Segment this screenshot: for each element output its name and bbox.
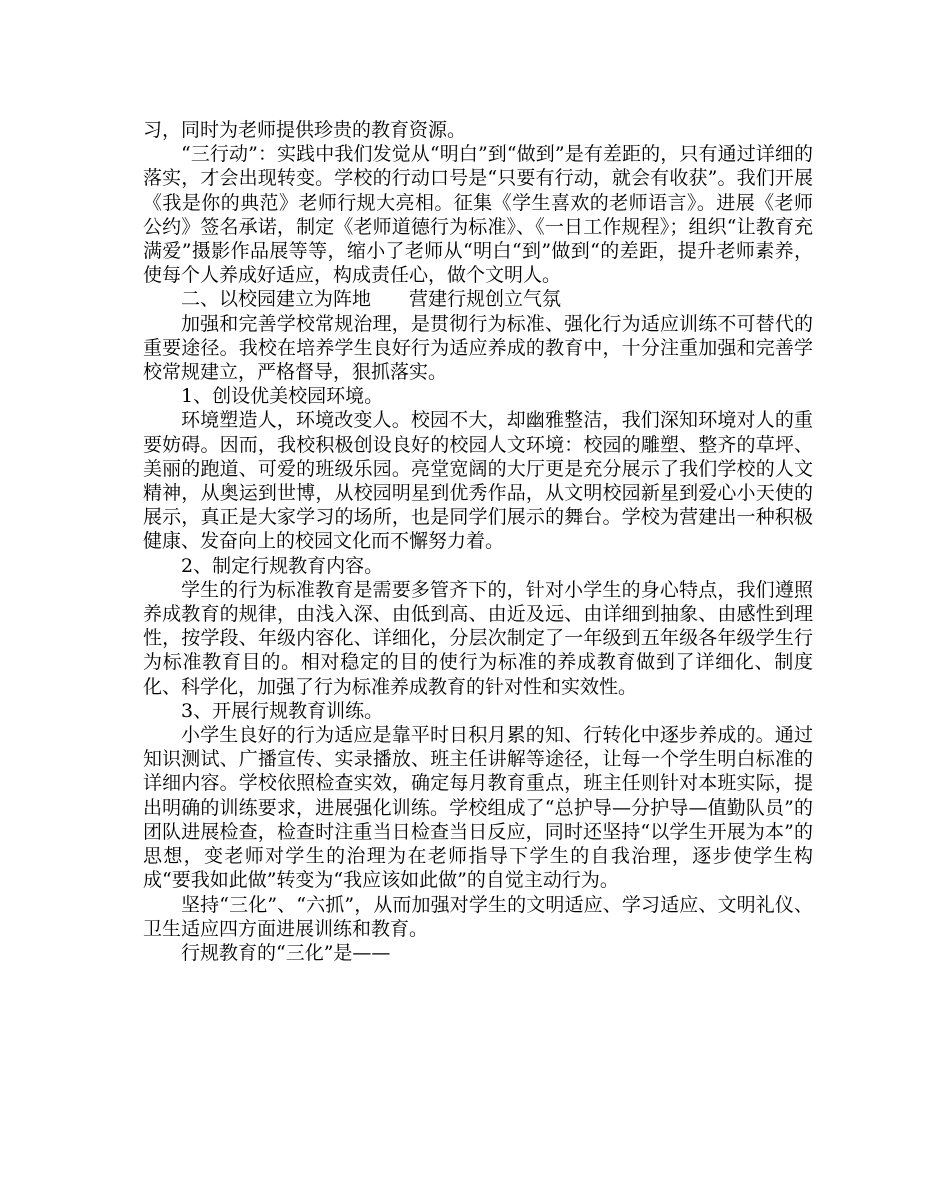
subheading-education-content: 2、制定行规教育内容。 xyxy=(181,554,384,577)
subheading-training: 3、开展行规教育训练。 xyxy=(181,699,384,722)
section-heading-campus: 二、以校园建立为阵地 营建行规创立气氛 xyxy=(181,288,562,311)
paragraph-education-content: 学生的行为标准教育是需要多管齐下的，针对小学生的身心特点，我们遵照养成教育的规律，由浅入深、由低到高、由近及远、由详细到抽象、由感性到理性，按学段、年级内容化、详细化，分层次制定了一年级到五年级各年级学生行为标准教育目的。相对稳定的目的使行为标准的养成教育做到了详细化、制度化、科学化，加强了行为标准养成教育的针对性和实效性。 xyxy=(143,578,813,698)
subheading-campus-environment: 1、创设优美校园环境。 xyxy=(181,385,384,408)
paragraph-three-six: 坚持“三化”、“六抓”，从而加强对学生的文明适应、学习适应、文明礼仪、卫生适应四方面进展训练和教育。 xyxy=(143,893,813,940)
paragraph-continuation: 习，同时为老师提供珍贵的教育资源。 xyxy=(143,119,467,141)
paragraph-three-modernizations: 行规教育的“三化”是—— xyxy=(181,941,391,964)
paragraph-environment: 环境塑造人，环境改变人。校园不大，却幽雅整洁，我们深知环境对人的重要妨碍。因而，我校积极创设良好的校园人文环境：校园的雕塑、整齐的草坪、美丽的跑道、可爱的班级乐园。亮堂宽阔的大厅更是充分展示了我们学校的人文精神，从奥运到世博，从校园明星到优秀作品，从文明校园新星到爱心小天使的展示，真正是大家学习的场所，也是同学们展示的舞台。学校为营建出一种积极健康、发奋向上的校园文化而不懈努力着。 xyxy=(143,409,813,553)
document-body xyxy=(143,118,813,965)
paragraph-routine-management: 加强和完善学校常规治理，是贯彻行为标准、强化行为适应训练不可替代的重要途径。我校在培养学生良好行为适应养成的教育中，十分注重加强和完善学校常规建立，严格督导，狠抓落实。 xyxy=(143,312,813,384)
paragraph-three-actions: “三行动”：实践中我们发觉从“明白”到“做到”是有差距的，只有通过详细的落实，才会出现转变。学校的行动口号是“只要有行动，就会有收获”。我们开展《我是你的典范》老师行规大亮相。征集《学生喜欢的老师语言》。进展《老师公约》签名承诺，制定《老师道德行为标准》、《一日工作规程》；组织“让教育充满爱”摄影作品展等等，缩小了老师从“明白“到”做到“的差距，提升老师素养，使每个人养成好适应，构成责任心，做个文明人。 xyxy=(143,143,813,287)
paragraph-training: 小学生良好的行为适应是靠平时日积月累的知、行转化中逐步养成的。通过知识测试、广播宣传、实录播放、班主任讲解等途径，让每一个学生明白标准的详细内容。学校依照检查实效，确定每月教育重点，班主任则针对本班实际，提出明确的训练要求，进展强化训练。学校组成了“总护导—分护导—值勤队员”的团队进展检查，检查时注重当日检查当日反应，同时还坚持“以学生开展为本”的思想，变老师对学生的治理为在老师指导下学生的自我治理，逐步使学生构成“要我如此做”转变为“我应该如此做”的自觉主动行为。 xyxy=(143,724,813,892)
